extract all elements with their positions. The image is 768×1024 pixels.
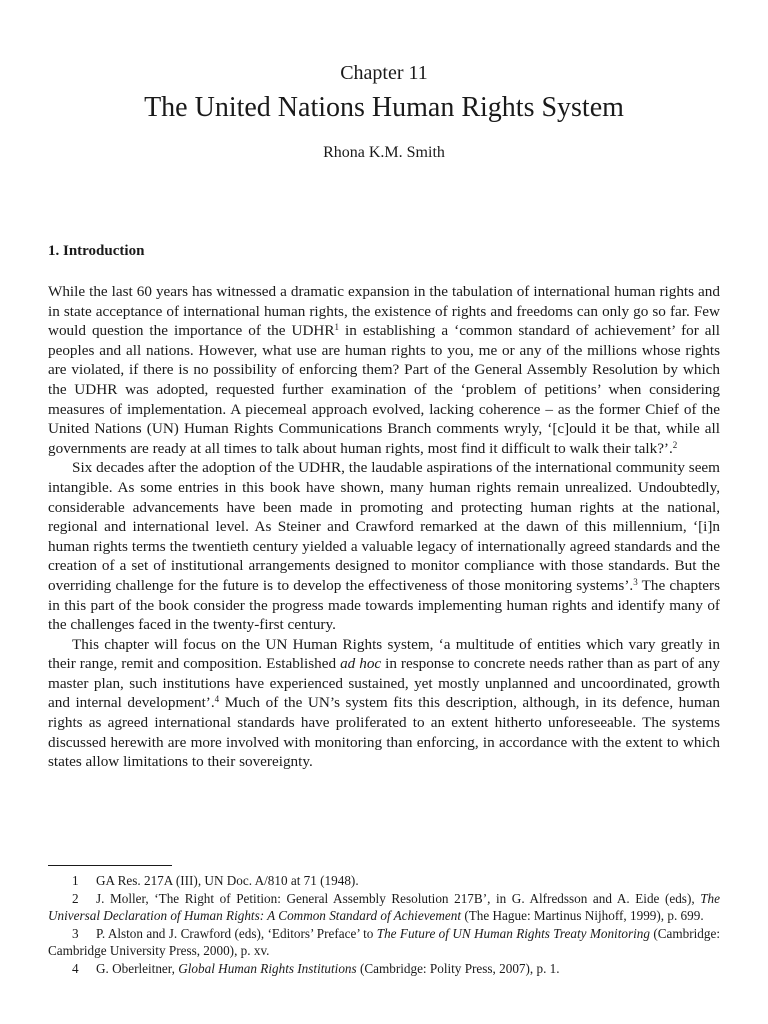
- footnote-text: P. Alston and J. Crawford (eds), ‘Editors’ Preface’ to: [96, 925, 377, 941]
- chapter-label: Chapter 11: [340, 62, 428, 84]
- footnote-number: 4: [72, 960, 79, 976]
- footnote-divider: [48, 865, 172, 866]
- chapter-title: The United Nations Human Rights System: [144, 92, 624, 123]
- paragraph-2: [48, 458, 720, 634]
- footnote-text: G. Oberleitner,: [96, 960, 179, 976]
- paragraph-3-italic: ad hoc: [340, 655, 382, 673]
- footnote-1: [48, 872, 720, 890]
- footnote-ref-3: 3: [633, 576, 638, 587]
- footnote-text: J. Moller, ‘The Right of Petition: General Assembly Resolution 217B’, in G. Alfredsson and A. Eide (eds),: [96, 890, 701, 906]
- paragraph-1-text-b: in establishing a ‘common standard of achievement’ for all peoples and all nations. However, what use are human rights to you, me or any of the millions whose rights are violated, if there is no possibility of enforcing them? Part of the General Assembly Resolution by which the UDHR was adopted, requested further examination of the ‘problem of petitions’ when considering measures of implementation. A piecemeal approach evolved, lacking coherence – as the former Chief of the United Nations (UN) Human Rights Communications Branch comments wryly, ‘[c]ould it be that, while all governments are ready at all times to talk about human rights, most find it difficult to walk their talk?’.: [48, 322, 720, 457]
- paragraph-3: [48, 635, 720, 772]
- footnote-ref-4: 4: [214, 694, 220, 705]
- footnote-text: (Cambridge: Polity Press, 2007), p. 1.: [356, 960, 560, 976]
- paragraph-3-text-b: in response to concrete needs rather than as part of any master plan, such institutions have experienced sustained, yet mostly unplanned and uncoordinated, growth and internal development’.: [48, 655, 720, 712]
- footnote-2: [48, 890, 720, 925]
- paragraph-2-text-a: Six decades after the adoption of the UDHR, the laudable aspirations of the international community seem intangible. As some entries in this book have shown, many human rights remain unrealized. Undoubtedly, considerable advancements have been made in promoting and protecting human rights at the national, regional and international level. As Steiner and Crawford remarked at the dawn of this millennium, ‘[i]n human rights terms the twentieth century yielded a valuable legacy of internationally agreed standards and the creation of a set of institutional arrangements designed to monitor compliance with those standards. But the overriding challenge for the future is to develop the effectiveness of those monitoring systems’.: [48, 459, 720, 594]
- paragraph-2-text-b: The chapters in this part of the book consider the progress made towards implementing human rights and identify many of the challenges faced in the twenty-first century.: [48, 576, 721, 634]
- paragraph-1: [48, 282, 720, 458]
- footnote-title: Global Human Rights Institutions: [178, 960, 357, 976]
- footnote-ref-1: 1: [334, 322, 340, 333]
- footnote-text: (The Hague: Martinus Nijhoff, 1999), p. 699.: [461, 908, 704, 924]
- footnote-text: (Cambridge: Cambridge University Press, 2000), p. xv.: [48, 925, 720, 959]
- paragraph-3-text-c: Much of the UN’s system fits this description, although, in its defence, human rights as agreed international standards have proliferated to an extent hitherto unforeseeable. The systems discussed herewith are more involved with monitoring than enforcing, in accordance with the extent to which states allow limitations to their sovereignty.: [48, 694, 720, 771]
- footnote-number: 1: [72, 873, 79, 888]
- footnote-ref-2: 2: [672, 439, 678, 450]
- footnote-number: 2: [72, 890, 79, 906]
- footnote-number: 3: [72, 925, 79, 941]
- footnotes: [48, 872, 720, 978]
- footnote-3: [48, 925, 720, 960]
- author-name: Rhona K.M. Smith: [323, 144, 445, 161]
- footnote-title: The Universal Declaration of Human Rights: A Common Standard of Achievement: [48, 890, 720, 924]
- footnote-4: [48, 960, 720, 978]
- paragraph-3-text-a: This chapter will focus on the UN Human Rights system, ‘a multitude of entities which vary greatly in their range, remit and composition. Established: [48, 635, 720, 673]
- body-text: [48, 282, 720, 772]
- section-heading: 1. Introduction: [48, 243, 145, 259]
- footnote-text: GA Res. 217A (III), UN Doc. A/810 at 71 (1948).: [96, 873, 359, 888]
- paragraph-1-text-a: While the last 60 years has witnessed a dramatic expansion in the tabulation of international human rights and in state acceptance of international human rights, the existence of rights and freedoms can only go so far. Few would question the importance of the UDHR: [48, 283, 720, 340]
- footnote-title: The Future of UN Human Rights Treaty Monitoring: [376, 925, 650, 941]
